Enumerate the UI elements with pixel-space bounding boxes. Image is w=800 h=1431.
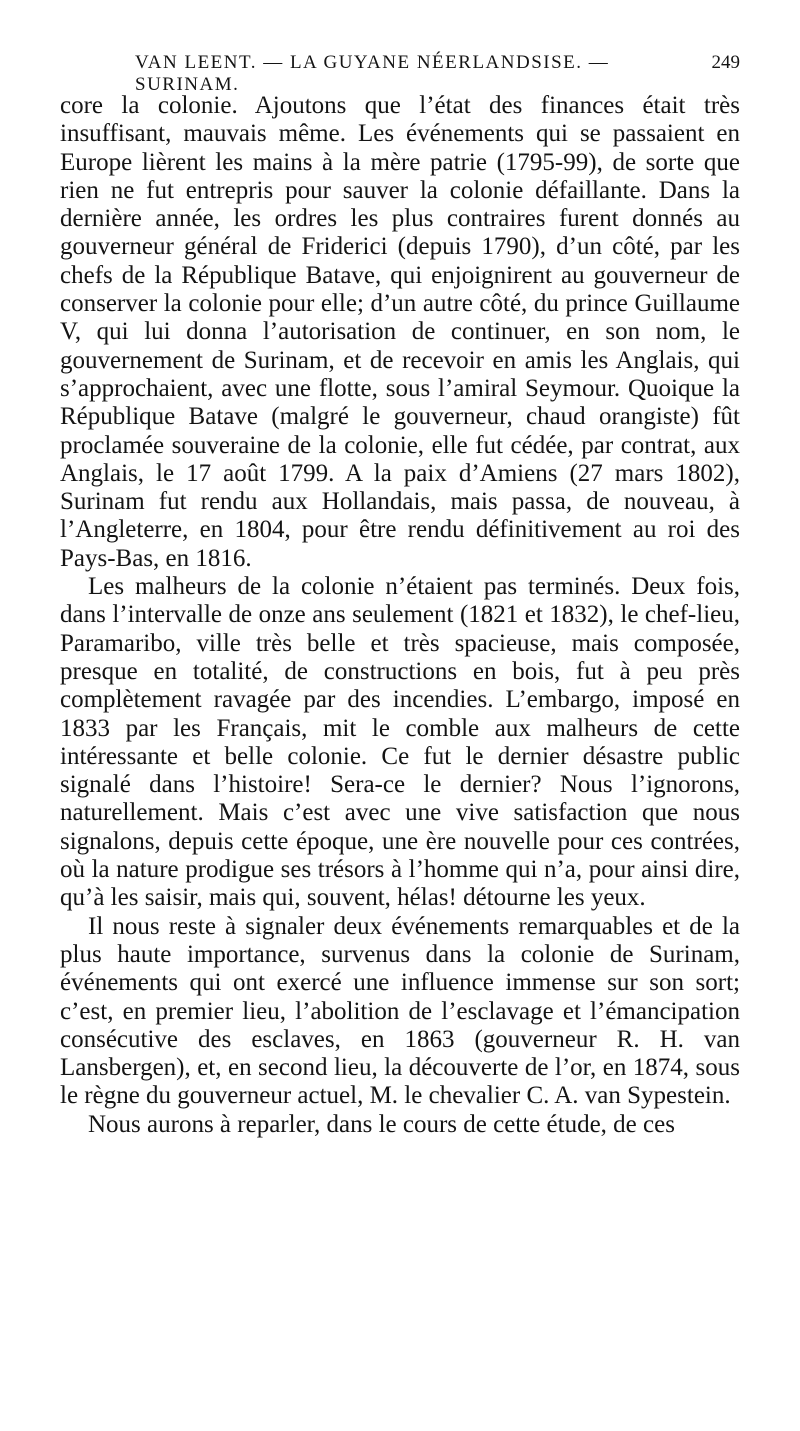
paragraph: Nous aurons à reparler, dans le cours de cette étude, de ces [88,1110,675,1138]
running-header [135,52,740,95]
paragraph: Il nous reste à signaler deux événements remarquables et de la plus haute importance, survenus dans la colonie de Surinam, événements qui ont exercé une influence immense sur son sort; c’est, en premier lieu, l’abolition de l’esclavage et l’émancipation consécutive des esclaves, en 1863 (gouverneur R. H. van Lansbergen), et, en second lieu, la découverte de l’or, en 1874, sous le règne du gouverneur actuel, M. le chevalier C. A. van Sypestein. [60,912,740,1110]
paragraph-continued: core la colonie. Ajoutons que l’état des finances était très insuffisant, mauvais même. Les événements qui se passaient en Europe lièrent les mains à la mère patrie (1795-99), de sorte que rien ne fut entrepris pour sauver la colonie défaillante. Dans la dernière année, les ordres les plus contraires furent donnés au gouverneur général de Friderici (depuis 1790), d’un côté, par les chefs de la République Batave, qui enjoignirent au gouverneur de conserver la colonie pour elle; d’un autre côté, du prince Guillaume V, qui lui donna l’autorisation de continuer, en son nom, le gouvernement de Surinam, et de recevoir en amis les Anglais, qui s’approchaient, avec une flotte, sous l’amiral Seymour. Quoique la République Batave (malgré le gouverneur, chaud orangiste) fût proclamée souveraine de la colonie, elle fut cédée, par contrat, aux Anglais, le 17 août 1799. A la paix d’Amiens (27 mars 1802), Surinam fut rendu aux Hollandais, mais passa, de nouveau, à l’Angleterre, en 1804, pour être rendu définitivement au roi des Pays-Bas, en 1816. [60,92,740,572]
book-page [60,52,740,1139]
paragraph: Les malheurs de la colonie n’étaient pas terminés. Deux fois, dans l’intervalle de onze ans seulement (1821 et 1832), le chef-lieu, Paramaribo, ville très belle et très spacieuse, mais composée, presque en totalité, de constructions en bois, fut à peu près complètement ravagée par des incendies. L’embargo, imposé en 1833 par les Français, mit le comble aux malheurs de cette intéressante et belle colonie. Ce fut le dernier désastre public signalé dans l’histoire! Sera-ce le dernier? Nous l’ignorons, naturellement. Mais c’est avec une vive satisfaction que nous signalons, depuis cette époque, une ère nouvelle pour ces contrées, où la nature prodigue ses trésors à l’homme qui n’a, pour ainsi dire, qu’à les saisir, mais qui, souvent, hélas! détourne les yeux. [60,573,740,912]
running-title: VAN LEENT. — LA GUYANE NÉERLANDSISE. — SURINAM. [135,52,610,95]
page-number: 249 [711,52,740,73]
body-text [60,92,740,1139]
